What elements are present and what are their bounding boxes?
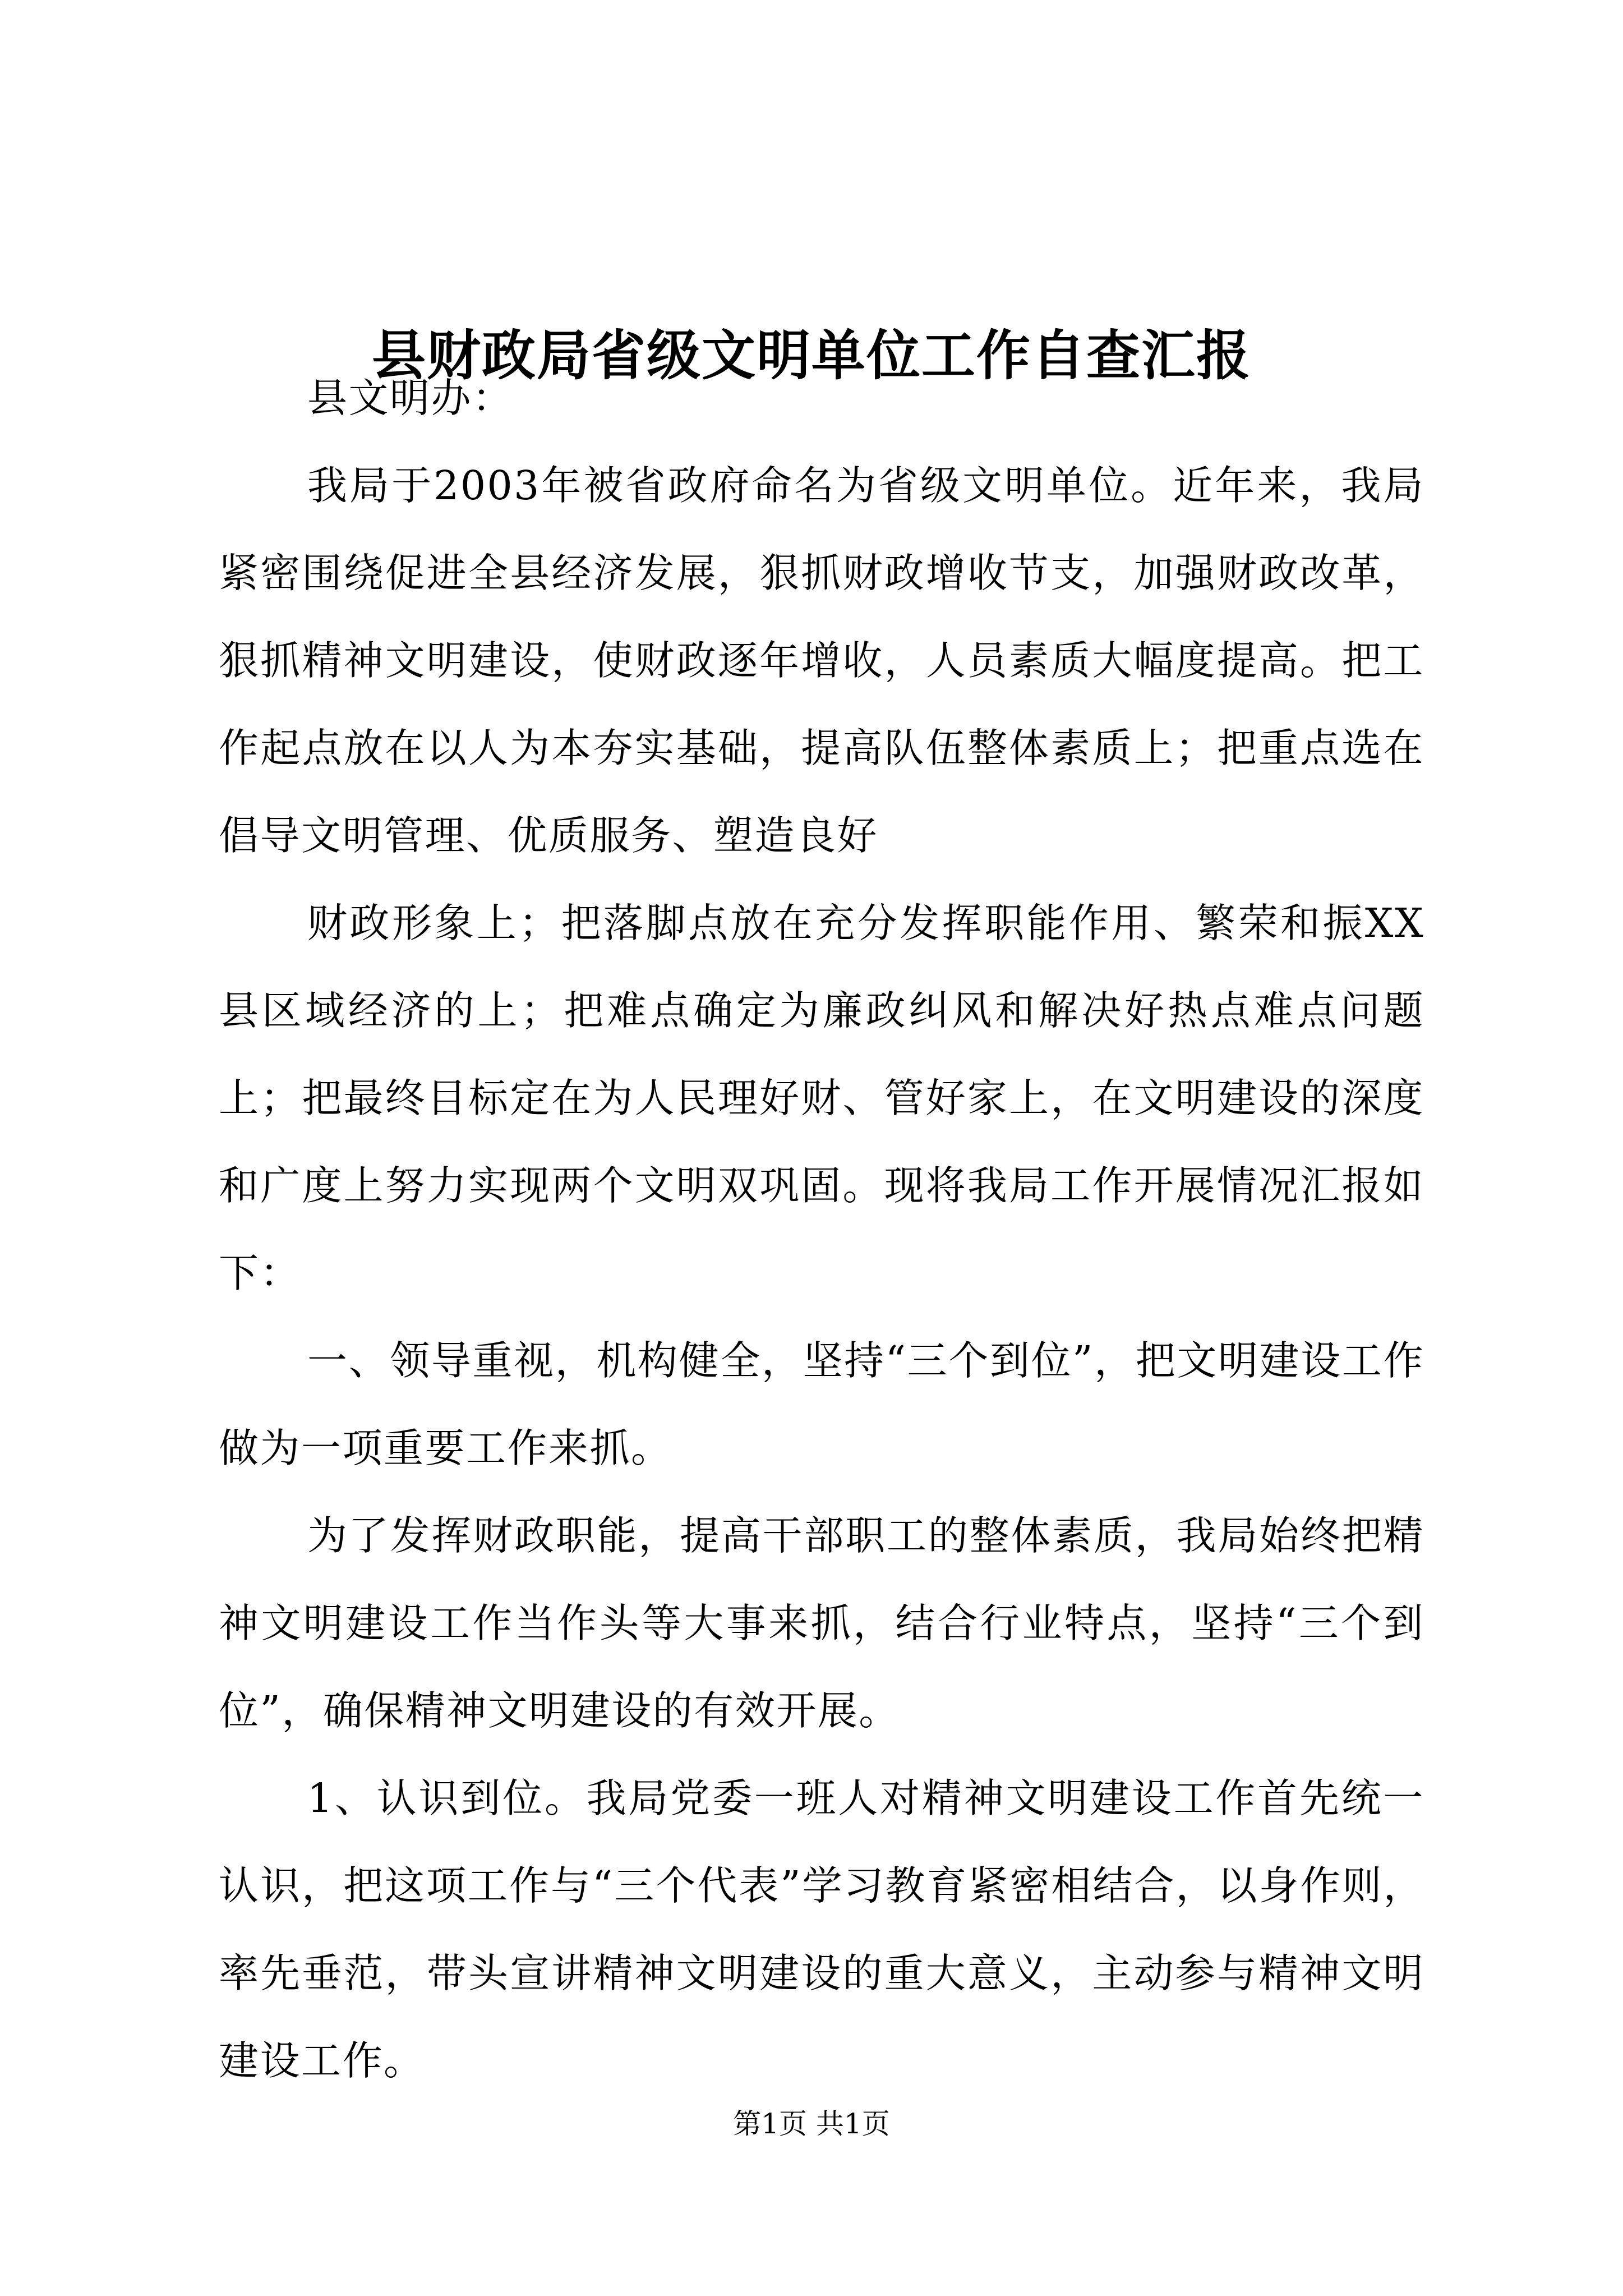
- salutation: 县文明办：: [307, 375, 514, 421]
- document-title: 县财政局省级文明单位工作自查汇报: [372, 324, 1251, 388]
- paragraph-section-1: 为了发挥财政职能，提高干部职工的整体素质，我局始终把精神文明建设工作当作头等大事来抓，结合行业特点，坚持“三个到位”，确保精神文明建设的有效开展。: [219, 1512, 1424, 1734]
- page-footer: 第1页 共1页: [733, 2108, 890, 2140]
- paragraph-intro: 我局于2003年被省政府命名为省级文明单位。近年来，我局紧密围绕促进全县经济发展，狠抓财政增收节支，加强财政改革，狠抓精神文明建设，使财政逐年增收，人员素质大幅度提高。把工作起点放在以人为本夯实基础，提高队伍整体素质上；把重点选在倡导文明管理、优质服务、塑造良好: [219, 462, 1424, 859]
- paragraph-continued: 财政形象上；把落脚点放在充分发挥职能作用、繁荣和振XX县区域经济的上；把难点确定为廉政纠风和解决好热点难点问题上；把最终目标定在为人民理好财、管好家上，在文明建设的深度和广度上努力实现两个文明双巩固。现将我局工作开展情况汇报如下：: [219, 900, 1424, 1296]
- document-body: [219, 355, 1424, 2105]
- section-heading-1: 一、领导重视，机构健全，坚持“三个到位”，把文明建设工作做为一项重要工作来抓。: [219, 1337, 1424, 1471]
- paragraph-item-1: 1、认识到位。我局党委一班人对精神文明建设工作首先统一认识，把这项工作与“三个代表”学习教育紧密相结合，以身作则，率先垂范，带头宣讲精神文明建设的重大意义，主动参与精神文明建设工作。: [219, 1775, 1424, 2084]
